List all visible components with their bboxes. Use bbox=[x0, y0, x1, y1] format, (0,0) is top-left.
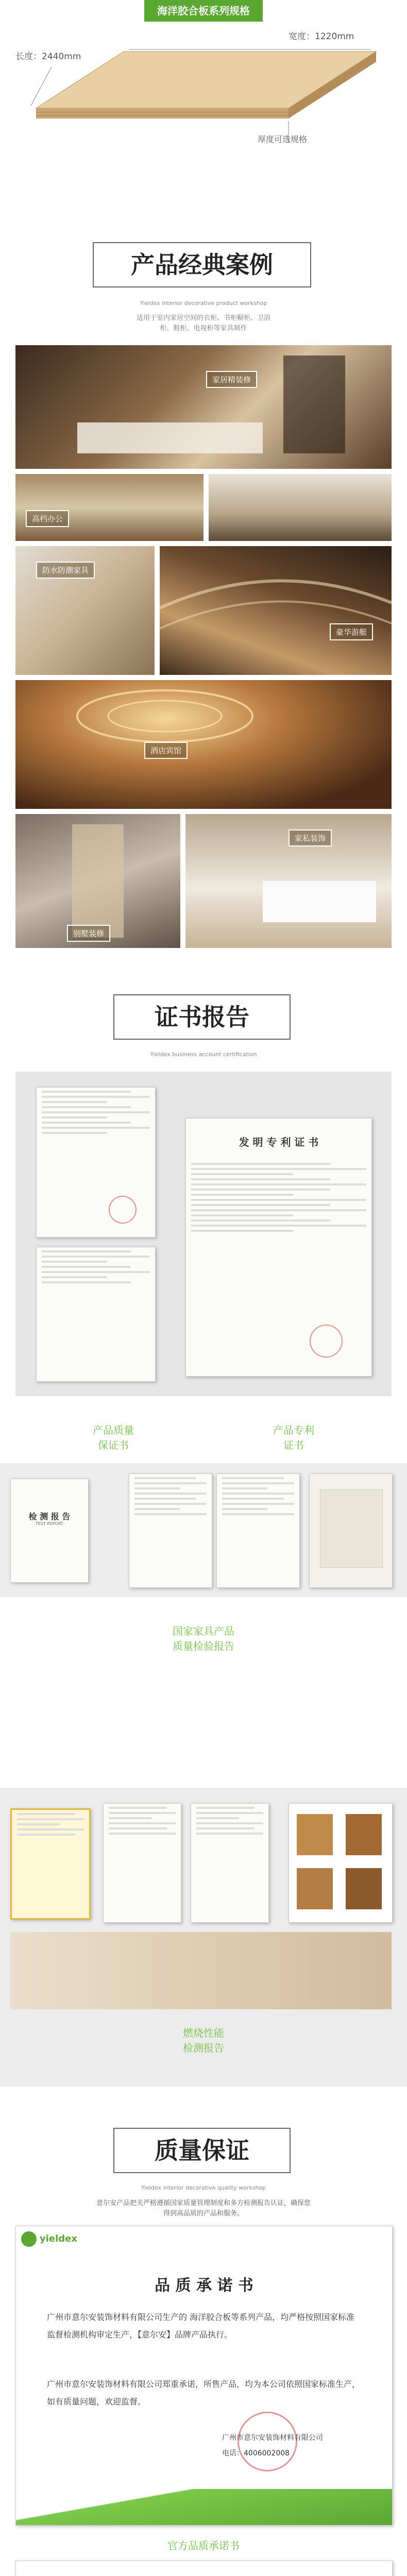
thickness-label: 厚度可选规格 bbox=[258, 134, 308, 144]
certs-heading bbox=[113, 994, 291, 1040]
case-photo-furniture bbox=[15, 814, 180, 948]
report-page-1 bbox=[129, 1473, 212, 1588]
case-label-home: 家居精装修 bbox=[206, 371, 257, 388]
cases-heading bbox=[93, 242, 311, 287]
guarantee-intro-2: 得到高品质的产品和服务。 bbox=[163, 2210, 244, 2217]
letter-wave bbox=[16, 2489, 392, 2525]
yieldex-logo-icon bbox=[21, 2231, 37, 2247]
spec-section bbox=[0, 0, 407, 175]
commitment-letter bbox=[15, 2226, 393, 2526]
case-label-hotel: 酒店宾馆 bbox=[144, 742, 188, 759]
case-photo-kitchen bbox=[209, 474, 392, 541]
case-label-waterproof: 防水防潮家具 bbox=[36, 562, 95, 579]
burn-cert-1 bbox=[10, 1808, 91, 1920]
letter-brand bbox=[21, 2231, 77, 2247]
case-photo-bedroom2 bbox=[185, 814, 392, 948]
certs-heading-text: 证书报告 bbox=[155, 1003, 249, 1031]
letter-hotline: 电话：4006002008 bbox=[222, 2449, 290, 2458]
patent-cert-label bbox=[247, 1422, 340, 1452]
burn-cert-2 bbox=[103, 1803, 181, 1923]
official-label: 官方品质承诺书 bbox=[167, 2539, 240, 2552]
cases-subtitle: Yieldex interior decorative product workshop bbox=[140, 300, 267, 307]
report-page-2 bbox=[216, 1473, 300, 1588]
certs-section bbox=[0, 953, 407, 1788]
letter-paragraph-1: 广州市意尔安装饰材料有限公司生产的 海洋胶合板等系列产品，均严格按照国家标准监督检测机构审定生产，【意尔安】品牌产品执行。 bbox=[47, 2312, 355, 2340]
reports-backdrop bbox=[0, 1463, 407, 1597]
burn-photo-sheet bbox=[289, 1803, 393, 1923]
report-sub: TEST REPORT bbox=[35, 1521, 64, 1526]
patent-paper bbox=[185, 1118, 372, 1377]
patent-cert-label-1: 产品专利 bbox=[273, 1424, 314, 1436]
quality-cert-label-2: 保证书 bbox=[98, 1439, 129, 1451]
length-label: 长度：2440mm bbox=[15, 52, 81, 62]
brand-text: yieldex bbox=[40, 2233, 77, 2244]
burn-label-1: 燃烧性能 bbox=[183, 2027, 224, 2039]
case-label-office: 高档办公 bbox=[26, 510, 69, 527]
letter-paragraph-2: 广州市意尔安装饰材料有限公司郑重承诺，所售产品，均为本公司依照国家标准生产，如有质量问题，欢迎监督。 bbox=[47, 2379, 361, 2406]
national-label-1: 国家家具产品 bbox=[173, 1625, 234, 1637]
burn-cert-3 bbox=[191, 1803, 269, 1923]
national-label-2: 质量检验报告 bbox=[173, 1640, 234, 1652]
guarantee-subtitle: Yieldex interior decorative quality workshop bbox=[141, 2184, 266, 2191]
letter-company: 广州市意尔安装饰材料有限公司 bbox=[222, 2434, 323, 2442]
cases-intro-1: 适用于室内家居空间的衣柜、书柜橱柜、卫浴 bbox=[136, 314, 270, 322]
certs-backdrop bbox=[15, 1072, 392, 1396]
guarantee-section bbox=[0, 2087, 407, 2576]
burn-section bbox=[0, 1788, 407, 2087]
quality-paper bbox=[36, 1087, 156, 1238]
width-label: 宽度：1220mm bbox=[289, 31, 354, 42]
guarantee-heading bbox=[113, 2128, 291, 2173]
quality-cert-label-1: 产品质量 bbox=[93, 1424, 134, 1436]
case-photo-waterproof bbox=[15, 546, 155, 675]
spec-banner-title: 海洋胶合板系列规格 bbox=[157, 5, 250, 17]
report-page-3 bbox=[309, 1473, 393, 1588]
spec-banner bbox=[144, 0, 263, 22]
test-report-cover bbox=[10, 1479, 89, 1583]
patent-title: 发 明 专 利 证 书 bbox=[239, 1136, 319, 1148]
quality-paper-2 bbox=[36, 1247, 156, 1382]
national-label bbox=[149, 1623, 258, 1653]
guarantee-heading-text: 质量保证 bbox=[155, 2137, 249, 2164]
burn-label-2: 检测报告 bbox=[183, 2042, 224, 2054]
case-photo-hotel bbox=[15, 680, 392, 809]
cases-intro-2: 柜、鞋柜、电视柜等家具制作 bbox=[160, 325, 247, 332]
certs-subtitle: Yieldex business account certification bbox=[150, 1051, 257, 1058]
cases-heading-text: 产品经典案例 bbox=[131, 251, 273, 279]
case-label-yacht: 豪华游艇 bbox=[330, 623, 373, 640]
cases-section bbox=[0, 175, 407, 953]
case-photo-yacht bbox=[160, 546, 392, 675]
report-title: 检 测 报 告 bbox=[28, 1512, 71, 1521]
burn-label bbox=[155, 2025, 252, 2055]
quality-cert-label bbox=[67, 1422, 160, 1452]
case-label-villa: 别墅装修 bbox=[67, 925, 110, 942]
burn-sample-strip bbox=[10, 1932, 392, 2009]
case-label-furniture: 家私装饰 bbox=[289, 829, 332, 846]
guarantee-intro-1: 意尔安产品把关严格遵循国家质量管理制度和多方检测报告认证，确保您 bbox=[96, 2199, 311, 2207]
letter-title: 品 质 承 诺 书 bbox=[155, 2277, 253, 2295]
sgs-report bbox=[15, 2561, 393, 2576]
case-photo-office bbox=[15, 474, 204, 541]
patent-cert-label-2: 证书 bbox=[283, 1439, 304, 1451]
case-photo-bedroom bbox=[15, 345, 392, 469]
